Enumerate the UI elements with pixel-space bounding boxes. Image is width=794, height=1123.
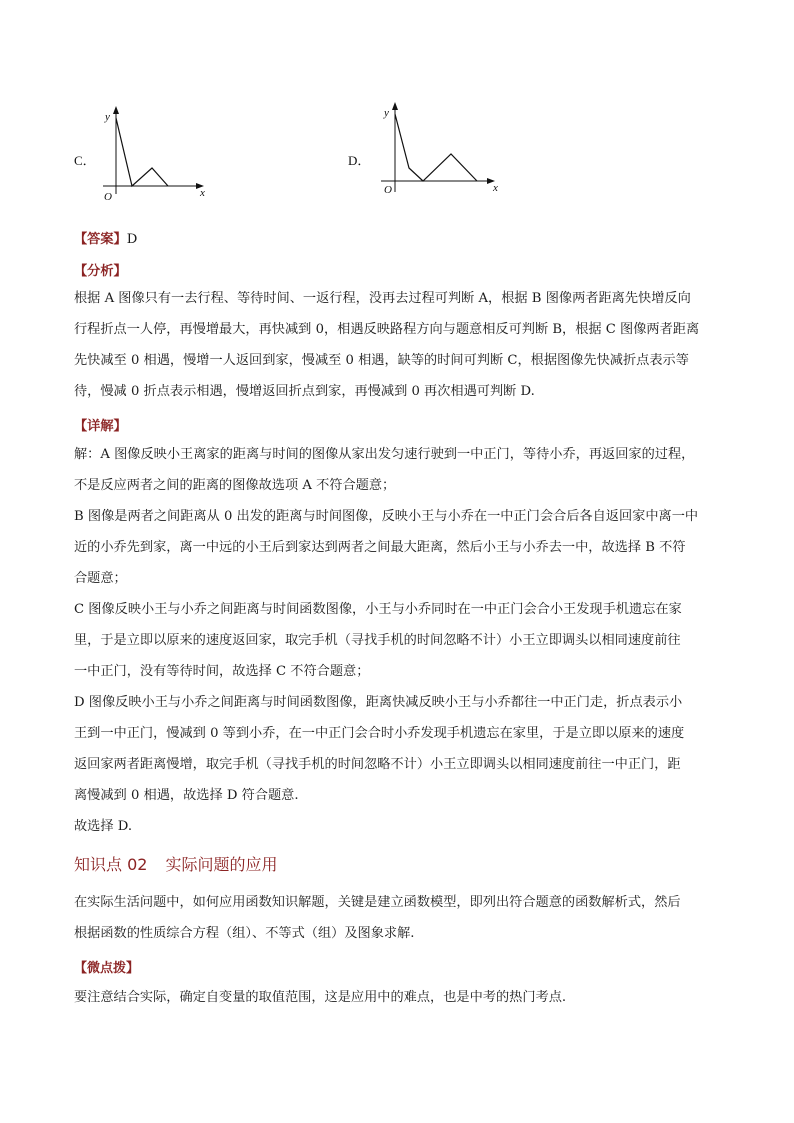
detail-line: 解：A 图像反映小王离家的距离与时间的图像从家出发匀速行驶到一中正门，等待小乔，再返回家的过程，: [74, 447, 695, 462]
tip-text: 要注意结合实际，确定自变量的取值范围，这是应用中的难点，也是中考的热门考点.: [74, 990, 567, 1005]
detail-line: 离慢减到 0 相遇，故选择 D 符合题意.: [74, 788, 299, 803]
section-text: [74, 887, 734, 949]
detail-line: C 图像反映小王与小乔之间距离与时间函数图像，小王与小乔同时在一中正门会合小王发现手机遗忘在家: [74, 602, 682, 617]
section-heading: [74, 852, 295, 875]
detail-text: [74, 439, 734, 842]
detail-line: 里，于是立即以原来的速度返回家，取完手机（寻找手机的时间忽略不计）小王立即调头以相同速度前往: [74, 633, 681, 648]
analysis-line: 先快减至 0 相遇，慢增一人返回到家，慢减至 0 相遇，缺等的时间可判断 C，根据图像先快减折点表示等: [74, 353, 689, 368]
answer-value: D: [126, 232, 138, 247]
answer-tag: 【答案】: [74, 232, 127, 247]
origin-label: O: [104, 191, 112, 203]
detail-line: 故选择 D.: [74, 819, 133, 834]
option-d-label: D．: [348, 153, 371, 168]
section-title: 实际问题的应用: [165, 855, 278, 874]
detail-line: 返回家两者距离慢增，取完手机（寻找手机的时间忽略不计）小王立即调头以相同速度前往一中正门，距: [74, 757, 681, 772]
tip-tag: 【微点拨】: [74, 961, 140, 976]
analysis-tag: 【分析】: [74, 264, 127, 279]
detail-line: 王到一中正门，慢减到 0 等到小乔，在一中正门会合时小乔发现手机遗忘在家里，于是立即以原来的速度: [74, 726, 685, 741]
detail-line: 不是反应两者之间的距离的图像故选项 A 不符合题意；: [74, 478, 396, 493]
x-axis-label: x: [200, 187, 205, 199]
detail-line: 一中正门，没有等待时间，故选择 C 不符合题意；: [74, 664, 370, 679]
analysis-line: 根据 A 图像只有一去行程、等待时间、一返行程，没再去过程可判断 A，根据 B 图像两者距离先快增反向: [74, 291, 691, 306]
detail-line: B 图像是两者之间距离从 0 出发的距离与时间图像，反映小王与小乔在一中正门会合后各自返回家中离一中: [74, 509, 699, 524]
origin-label: O: [384, 184, 392, 196]
analysis-line: 行程折点一人停，再慢增最大，再快减到 0，相遇反映路程方向与题意相反可判断 B，根据 C 图像两者距离: [74, 322, 700, 337]
detail-line: 合题意；: [74, 571, 127, 586]
detail-tag: 【详解】: [74, 419, 127, 434]
detail-line: 近的小乔先到家，离一中远的小王后到家达到两者之间最大距离，然后小王与小乔去一中，故选择 B 不符: [74, 540, 686, 555]
option-c-label: C．: [74, 153, 96, 168]
detail-line: D 图像反映小王与小乔之间距离与时间函数图像，距离快减反映小王与小乔都往一中正门走，折点表示小: [74, 695, 683, 710]
detail-tag-line: [74, 415, 127, 434]
section-line: 根据函数的性质综合方程（组）、不等式（组）及图象求解.: [74, 926, 415, 941]
y-axis-label: y: [384, 107, 389, 119]
x-axis-label: x: [493, 182, 498, 194]
y-axis-label: y: [105, 111, 110, 123]
option-d-graph: [375, 100, 505, 204]
analysis-text: [74, 283, 734, 407]
option-c-graph: [98, 104, 218, 208]
answer-line: [74, 228, 137, 247]
analysis-tag-line: [74, 260, 127, 279]
section-number: 知识点 02: [74, 855, 148, 874]
analysis-line: 待，慢减 0 折点表示相遇，慢增返回折点到家，再慢减到 0 再次相遇可判断 D.: [74, 384, 535, 399]
section-line: 在实际生活问题中，如何应用函数知识解题，关键是建立函数模型，即列出符合题意的函数解析式，然后: [74, 895, 681, 910]
